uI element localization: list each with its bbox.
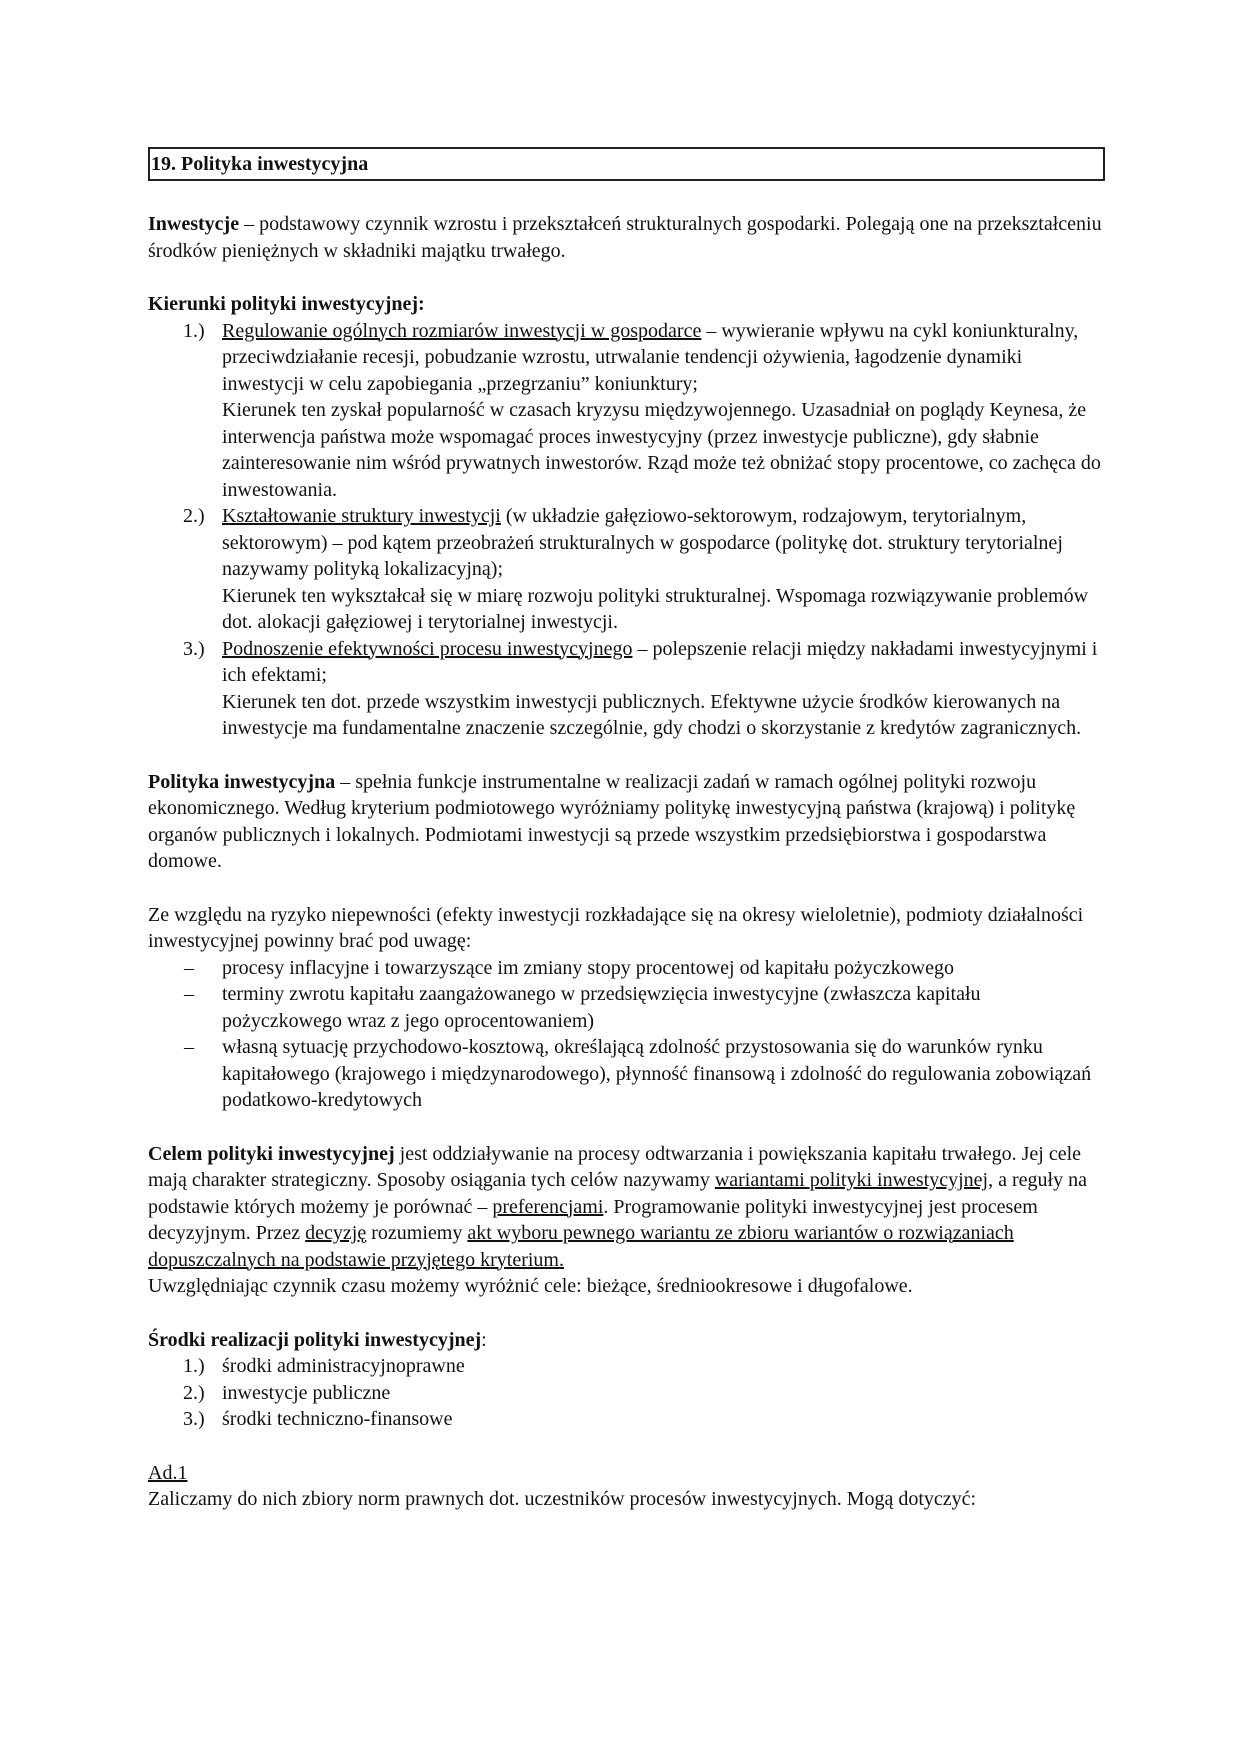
list-number: 1.) <box>183 1355 205 1377</box>
kierunek-title: Kształtowanie struktury inwestycji <box>222 505 501 527</box>
underlined-term: preferencjami <box>492 1195 604 1218</box>
kierunek-extra: Kierunek ten zyskał popularność w czasach kryzysu międzywojennego. Uzasadniał on poglądy Keynesa, że interwencja państwa może wspomagać proces inwestycyjny (przez inwestycje publiczne), gdy słabnie zainteresowanie nim wśród prywatnych inwestorów. Rząd może też obniżać stopy procentowe, co zachęca do inwestowania. <box>222 399 1101 501</box>
section-title: 19. Polityka inwestycyjna <box>148 147 1105 181</box>
list-text: środki administracyjnoprawne <box>222 1355 465 1377</box>
list-number: 2.) <box>183 505 205 527</box>
kierunek-text: – wywieranie wpływu na cykl koniunkturalny, przeciwdziałanie recesji, pobudzanie wzrostu, utrwalanie tendencji ożywienia, łagodzenie dynamiki inwestycji w celu zapobiegania „przegrzaniu” koniunktury; <box>222 319 1079 395</box>
kierunek-title: Regulowanie ogólnych rozmiarów inwestycji w gospodarce <box>222 319 702 342</box>
list-item <box>148 1380 1104 1407</box>
list-item <box>148 981 1104 1034</box>
ryzyko-intro: Ze względu na ryzyko niepewności (efekty inwestycji rozkładające się na okresy wieloletnie), podmioty działalności inwestycyjnej powinny brać pod uwagę: <box>148 903 1084 952</box>
ryzyko-list <box>148 955 1104 1114</box>
paragraph-cel <box>148 1141 1104 1274</box>
document-content <box>148 147 1104 1513</box>
dash-marker: – <box>184 983 194 1005</box>
polityka-text: – spełnia funkcje instrumentalne w realizacji zadań w ramach ogólnej polityki rozwoju ekonomicznego. Według kryterium podmiotowego wyróżniamy politykę inwestycyjną państwa (krajową) i politykę organów publicznych i lokalnych. Podmiotami inwestycji są przede wszystkim przedsiębiorstwa i gospodarstwa domowe. <box>148 770 1076 872</box>
list-number: 1.) <box>183 319 205 342</box>
ad1-text: Zaliczamy do nich zbiory norm prawnych dot. uczestników procesów inwestycyjnych. Mogą dotyczyć: <box>148 1488 977 1510</box>
list-item <box>148 503 1104 636</box>
cel-text: . Programowanie polityki inwestycyjnej jest procesem decyzyjnym. Przez <box>148 1195 1038 1244</box>
bullet-text: własną sytuację przychodowo-kosztową, określającą zdolność przystosowania się do warunków rynku kapitałowego (krajowego i międzynarodowego), płynność finansową i zdolność do regulowania zobowiązań podatkowo-kredytowych <box>222 1036 1092 1111</box>
kierunki-heading: Kierunki polityki inwestycyjnej: <box>148 293 425 315</box>
paragraph-polityka <box>148 769 1104 875</box>
inwestycje-text: – podstawowy czynnik wzrostu i przekształceń strukturalnych gospodarki. Polegają one na przekształceniu środków pieniężnych w składniki majątku trwałego. <box>148 213 1102 262</box>
list-item <box>148 955 1104 982</box>
list-item <box>148 1353 1104 1380</box>
list-number: 3.) <box>183 1408 205 1430</box>
kierunek-extra: Kierunek ten dot. przede wszystkim inwestycji publicznych. Efektywne użycie środków kierowanych na inwestycje ma fundamentalne znaczenie szczególnie, gdy chodzi o skorzystanie z kredytów zagranicznych. <box>222 690 1082 739</box>
heading-colon: : <box>481 1328 487 1351</box>
list-text: środki techniczno-finansowe <box>222 1408 453 1430</box>
dash-marker: – <box>184 1036 194 1058</box>
underlined-definition: akt wyboru pewnego wariantu ze zbioru wariantów o rozwiązaniach dopuszczalnych na podstawie przyjętego kryterium. <box>148 1222 1014 1271</box>
list-item <box>148 318 1104 504</box>
dash-marker: – <box>184 956 194 979</box>
srodki-heading-line <box>148 1327 1104 1354</box>
kierunek-extra: Kierunek ten wykształcał się w miarę rozwoju polityki strukturalnej. Wspomaga rozwiązywanie problemów dot. alokacji gałęziowej i terytorialnej inwestycji. <box>222 584 1089 633</box>
srodki-list <box>148 1353 1104 1433</box>
list-item <box>148 1406 1104 1433</box>
list-number: 3.) <box>183 637 205 660</box>
cel-text: jest oddziaływanie na procesy odtwarzania i powiększania kapitału trwałego. Jej cele mają charakter strategiczny. Sposoby osiągania tych celów nazywamy <box>148 1142 1082 1191</box>
list-number: 2.) <box>183 1381 205 1404</box>
term-inwestycje: Inwestycje <box>148 213 240 235</box>
underlined-term: wariantami polityki inwestycyjnej <box>714 1169 989 1191</box>
kierunek-title: Podnoszenie efektywności procesu inwestycyjnego <box>222 637 633 660</box>
paragraph-inwestycje <box>148 211 1104 264</box>
list-item <box>148 636 1104 742</box>
list-item <box>148 1034 1104 1114</box>
term-cel: Celem polityki inwestycyjnej <box>148 1142 395 1165</box>
cel-text: , a reguły na podstawie których możemy je porównać – <box>148 1169 1087 1218</box>
cel-czas: Uwzględniając czynnik czasu możemy wyróżnić cele: bieżące, średniookresowe i długofalowe. <box>148 1275 913 1297</box>
bullet-text: procesy inflacyjne i towarzyszące im zmiany stopy procentowej od kapitału pożyczkowego <box>222 956 954 979</box>
ad1-label: Ad.1 <box>148 1461 188 1484</box>
underlined-term: decyzję <box>305 1222 367 1244</box>
list-text: inwestycje publiczne <box>222 1381 391 1404</box>
kierunek-text: – polepszenie relacji między nakładami inwestycyjnymi i ich efektami; <box>222 637 1098 686</box>
term-polityka: Polityka inwestycyjna <box>148 770 336 793</box>
srodki-heading: Środki realizacji polityki inwestycyjnej <box>148 1328 482 1351</box>
kierunek-text: (w układzie gałęziowo-sektorowym, rodzajowym, terytorialnym, sektorowym) – pod kątem przeobrażeń strukturalnych w gospodarce (politykę dot. struktury terytorialnej nazywamy polityką lokalizacyjną); <box>222 505 1063 580</box>
kierunki-list <box>148 318 1104 742</box>
bullet-text: terminy zwrotu kapitału zaangażowanego w przedsięwzięcia inwestycyjne (zwłaszcza kapitału pożyczkowego wraz z jego oprocentowaniem) <box>222 983 981 1032</box>
cel-text: rozumiemy <box>366 1222 468 1244</box>
